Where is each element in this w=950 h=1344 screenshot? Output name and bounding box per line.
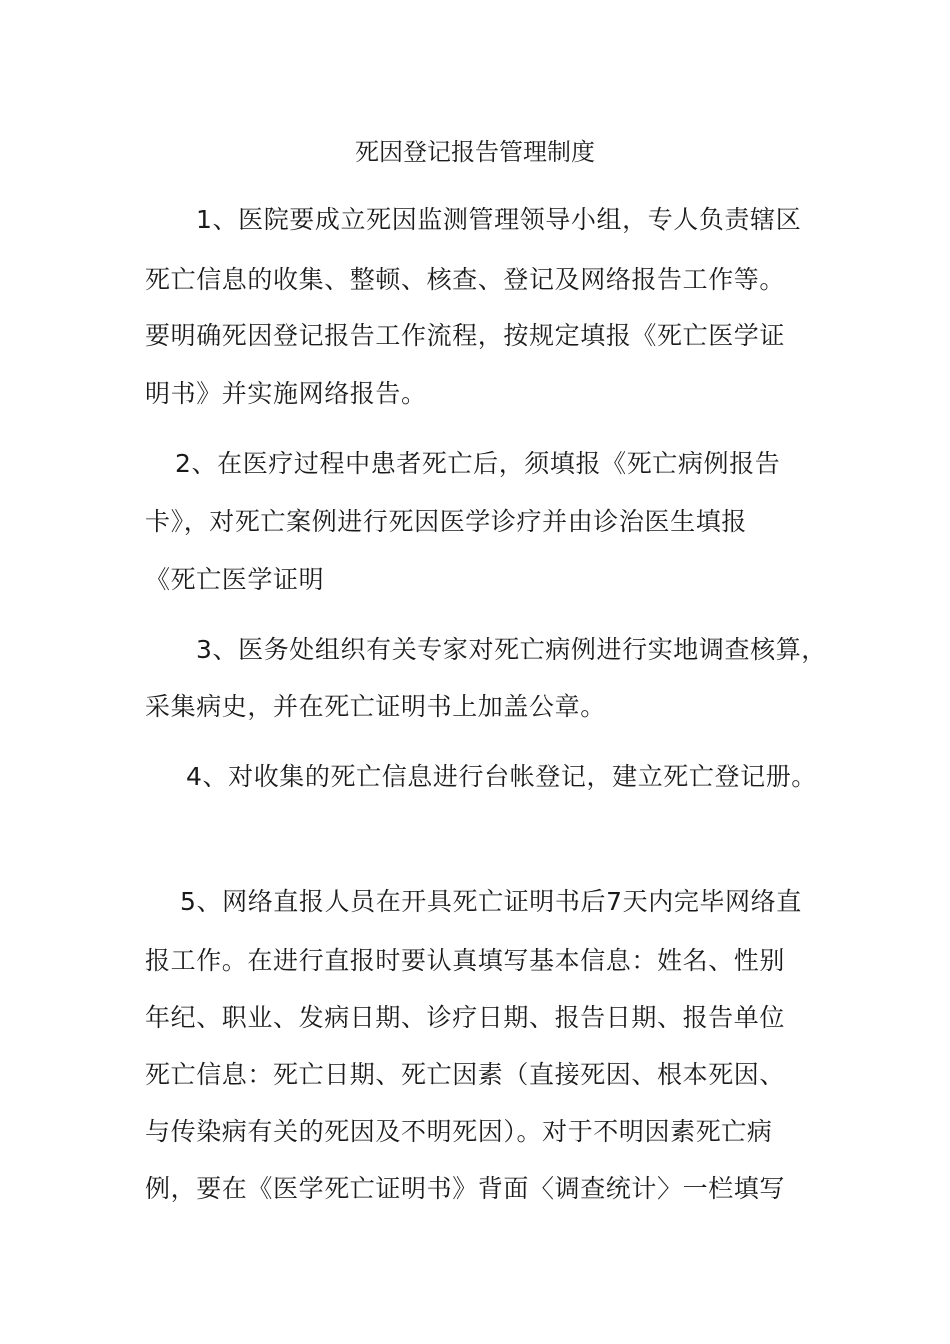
paragraph-5-line-5: 与传染病有关的死因及不明死因）。对于不明因素死亡病 <box>145 1117 773 1146</box>
paragraph-3-line-1: 3、医务处组织有关专家对死亡病例进行实地调查核算， <box>196 635 827 664</box>
paragraph-3-line-2: 采集病史，并在死亡证明书上加盖公章。 <box>145 692 606 721</box>
paragraph-2-line-1: 2、在医疗过程中患者死亡后，须填报《死亡病例报告 <box>175 449 781 478</box>
paragraph-5-line-3: 年纪、职业、发病日期、诊疗日期、报告日期、报告单位 <box>145 1003 786 1032</box>
paragraph-5-line-6: 例，要在《医学死亡证明书》背面〈调查统计〉一栏填写 <box>145 1174 786 1203</box>
paragraph-5-line-1: 5、网络直报人员在开具死亡证明书后7天内完毕网络直 <box>180 887 802 916</box>
document-title: 死因登记报告管理制度 <box>355 138 595 166</box>
paragraph-5-line-2: 报工作。在进行直报时要认真填写基本信息：姓名、性别 <box>145 946 786 975</box>
paragraph-1-line-3: 要明确死因登记报告工作流程，按规定填报《死亡医学证 <box>145 321 786 350</box>
paragraph-5-line-4: 死亡信息：死亡日期、死亡因素（直接死因、根本死因、 <box>145 1060 786 1089</box>
paragraph-1-line-4: 明书》并实施网络报告。 <box>145 379 427 408</box>
paragraph-1-line-1: 1、医院要成立死因监测管理领导小组，专人负责辖区 <box>196 205 802 234</box>
paragraph-2-line-3: 《死亡医学证明 <box>145 565 325 594</box>
paragraph-2-line-2: 卡》，对死亡案例进行死因医学诊疗并由诊治医生填报 <box>145 507 747 536</box>
paragraph-4-line-1: 4、对收集的死亡信息进行台帐登记，建立死亡登记册。 <box>186 762 817 791</box>
paragraph-1-line-2: 死亡信息的收集、整顿、核查、登记及网络报告工作等。 <box>145 265 786 294</box>
